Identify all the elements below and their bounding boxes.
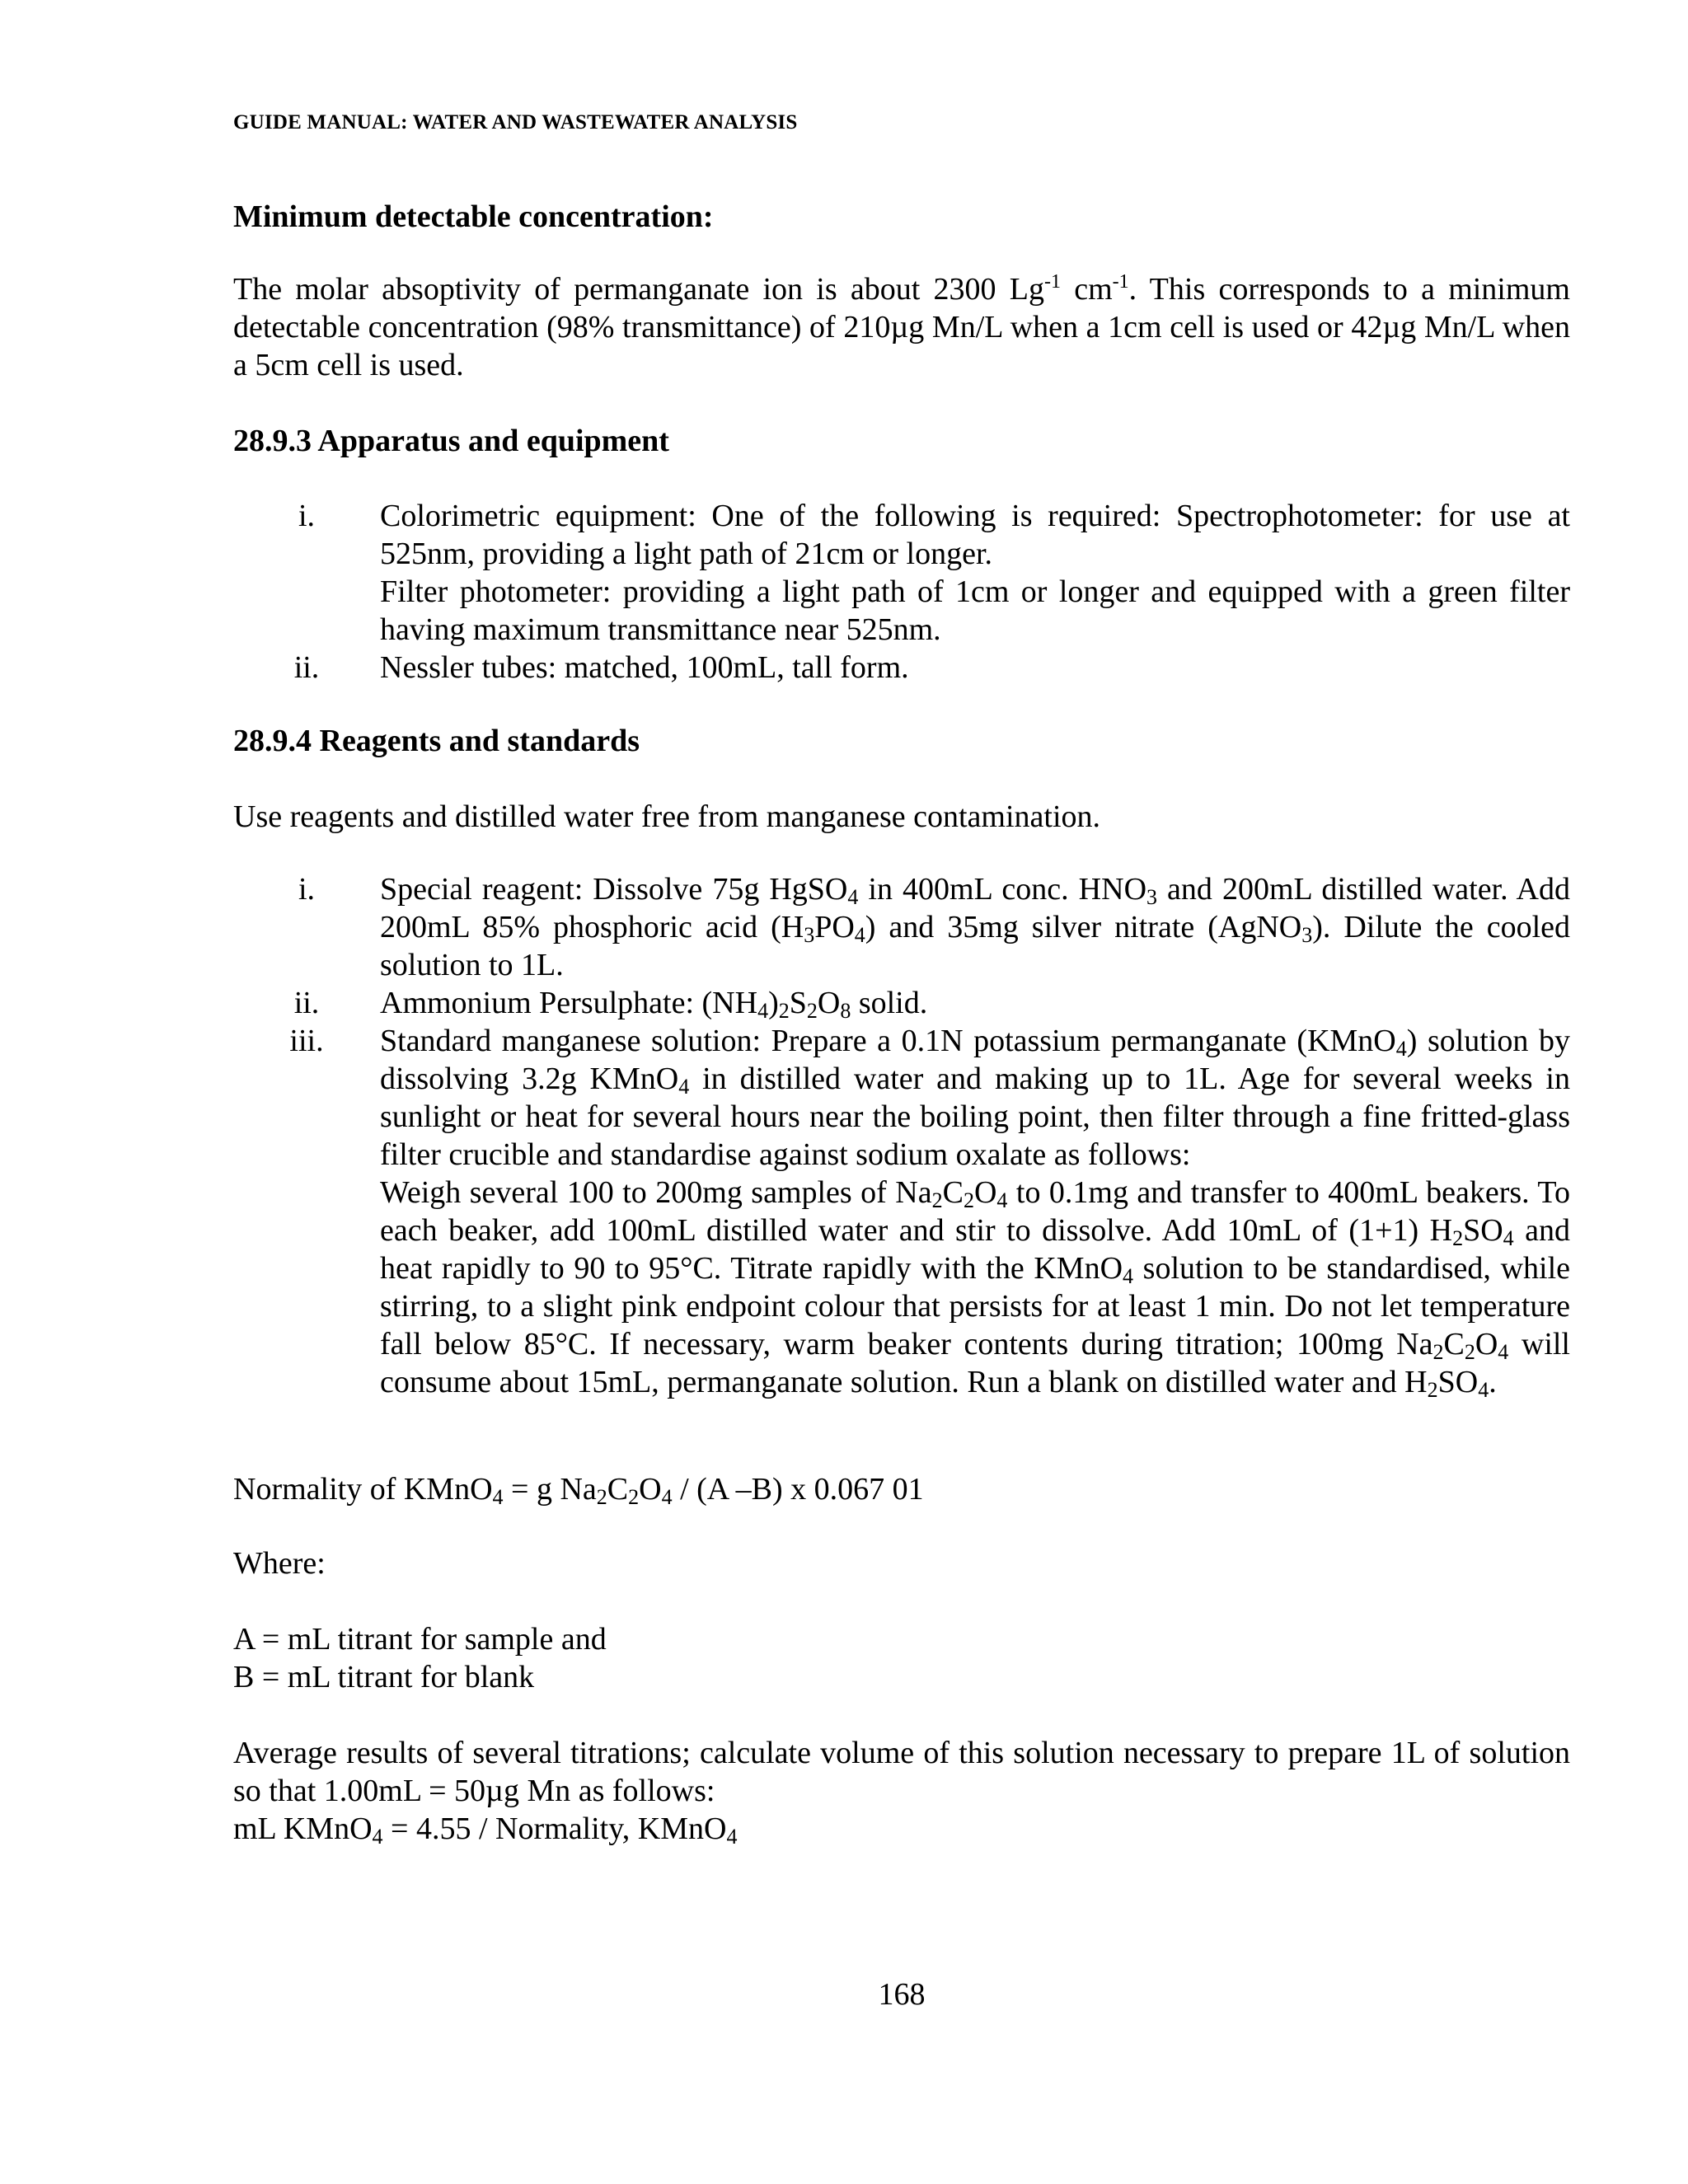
apparatus-list bbox=[233, 497, 1570, 687]
section-heading-reagents: 28.9.4 Reagents and standards bbox=[233, 724, 640, 758]
list-item: iii. Standard manganese solution: Prepare a 0.1N potassium permanganate (KMnO$_4$) solution by dissolving 3.2g KMnO$_4$ in distilled water and making up to 1L. Age for several weeks in sunlight or heat for several hours near the boiling point, then filter through a fine fritted-glass filter crucible and standardise against sodium oxalate as follows: Weigh several 100 to 200mg samples of $Na_2C_2O_4$ to 0.1mg and transfer to 400mL beakers. To each beaker, add 100mL distilled water and stir to dissolve. Add 10mL of (1+1) $H_2SO_4$ and heat rapidly to 90 to 95°C. Titrate rapidly with the KMnO$_4$ solution to be standardised, while stirring, to a slight pink endpoint colour that persists for at least 1 min. Do not let temperature fall below 85°C. If necessary, warm beaker contents during titration; 100mg $Na_2C_2O_4$ will consume about 15mL, permanganate solution. Run a blank on distilled water and $H_2SO_4$. bbox=[233, 1022, 1570, 1401]
page-number: 168 bbox=[878, 1977, 926, 2012]
list-number: i. bbox=[298, 499, 316, 533]
reagents-intro: Use reagents and distilled water free from manganese contamination. bbox=[233, 799, 1100, 834]
normality-formula: Normality of KMnO$_4$ = g $Na_2C_2O_4 / (A$ –B) x 0.067 01 bbox=[233, 1472, 924, 1509]
list-number: ii. bbox=[293, 986, 320, 1020]
where-label: Where: bbox=[233, 1546, 326, 1581]
list-number: iii. bbox=[289, 1024, 324, 1058]
section-heading-mdc: Minimum detectable concentration: bbox=[233, 199, 714, 234]
list-item: i. Special reagent: Dissolve 75g HgSO$_4$ in 400mL conc. $HNO_3$ and 200mL distilled water. Add 200mL 85% phosphoric acid $(H_3PO_4)$ and 35mg silver nitrate (AgNO$_3$). Dilute the cooled solution to 1L. bbox=[233, 870, 1570, 984]
ml-formula: mL KMnO$_4$ = 4.55 / Normality, KMnO$_4$ bbox=[233, 1811, 738, 1849]
mdc-paragraph: The molar absoptivity of permanganate ion is about 2300 $Lg^{-1}$ $cm^{-1}$. This corresponds to a minimum detectable concentration (98% transmittance) of 210µg Mn/L when a 1cm cell is used or 42µg Mn/L when a 5cm cell is used. bbox=[233, 271, 1570, 382]
list-item: i. Colorimetric equipment: One of the following is required: Spectrophotometer: for use at 525nm, providing a light path of 21cm or longer. Filter photometer: providing a light path of 1cm or longer and equipped with a green filter having maximum transmittance near 525nm. bbox=[233, 497, 1570, 649]
document-page bbox=[233, 0, 1570, 2184]
average-paragraph: Average results of several titrations; calculate volume of this solution necessary to prepare 1L of solution so that 1.00mL = 50µg Mn as follows: bbox=[233, 1736, 1570, 1808]
b-definition: B = mL titrant for blank bbox=[233, 1660, 535, 1694]
section-heading-apparatus: 28.9.3 Apparatus and equipment bbox=[233, 424, 669, 458]
reagents-list bbox=[233, 870, 1570, 1401]
list-number: i. bbox=[298, 872, 316, 907]
list-item: ii. Ammonium Persulphate: $(NH_4)_2S_2O_8$ solid. bbox=[233, 984, 1570, 1022]
list-item: ii. Nessler tubes: matched, 100mL, tall form. bbox=[233, 649, 1570, 687]
a-definition: A = mL titrant for sample and bbox=[233, 1622, 607, 1657]
running-header: GUIDE MANUAL: WATER AND WASTEWATER ANALYSIS bbox=[233, 111, 798, 134]
list-number: ii. bbox=[293, 650, 320, 685]
